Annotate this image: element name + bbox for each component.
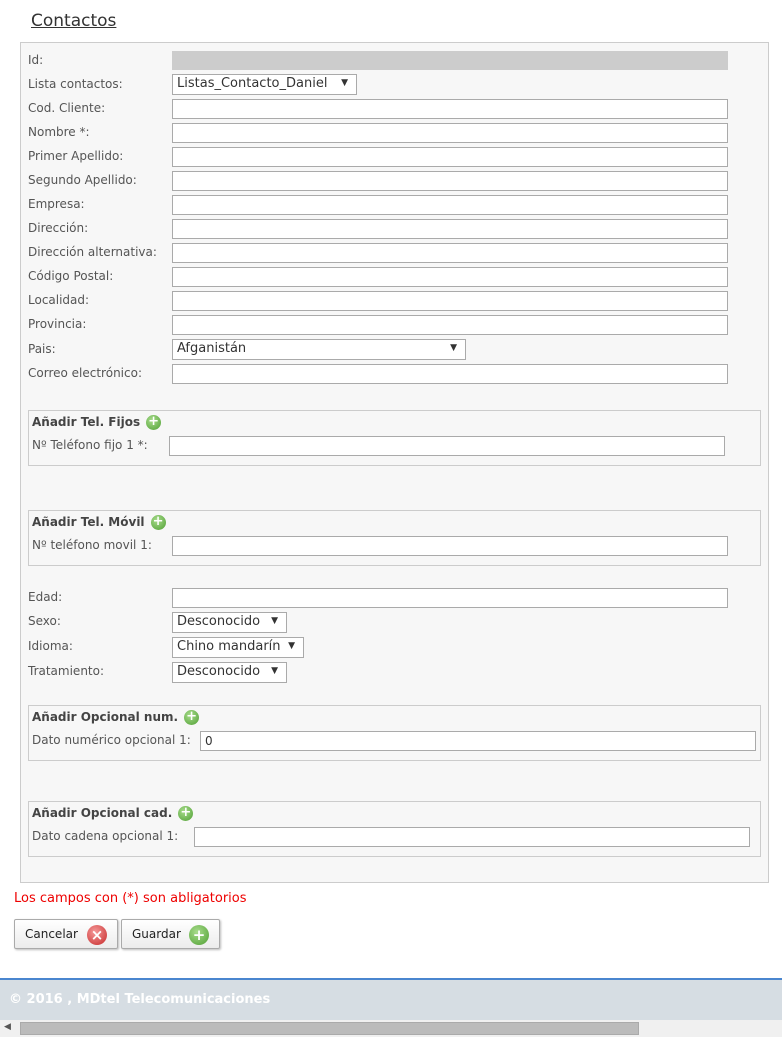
provincia-label: Provincia: <box>28 317 87 331</box>
nombre-input[interactable] <box>172 123 728 143</box>
opcional-num-input[interactable] <box>200 731 756 751</box>
opcional-num-label: Dato numérico opcional 1: <box>32 733 191 747</box>
id-label: Id: <box>28 53 44 67</box>
opcional-cad-title: Añadir Opcional cad. <box>32 806 173 820</box>
sexo-value: Desconocido <box>177 614 261 629</box>
apellido2-label: Segundo Apellido: <box>28 173 137 187</box>
sexo-select[interactable] <box>172 612 287 633</box>
save-label: Guardar <box>132 927 181 941</box>
pais-select[interactable] <box>172 339 466 360</box>
idioma-select[interactable] <box>172 637 304 658</box>
opcional-cad-label: Dato cadena opcional 1: <box>32 829 179 843</box>
add-tel-fijo-icon[interactable]: + <box>146 415 161 430</box>
idioma-label: Idioma: <box>28 639 73 653</box>
primer-apellido-input[interactable] <box>172 147 728 167</box>
tel-movil-title: Añadir Tel. Móvil <box>32 515 145 529</box>
lista-value: Listas_Contacto_Daniel <box>177 76 328 91</box>
cod-label: Cod. Cliente: <box>28 101 106 115</box>
tel-movil-header <box>32 515 166 530</box>
page-title: Contactos <box>31 11 117 31</box>
tel-movil-label: Nº teléfono movil 1: <box>32 538 152 552</box>
required-note: Los campos con (*) son abligatorios <box>14 891 247 906</box>
tel-movil-input[interactable] <box>172 536 728 556</box>
add-opcional-num-icon[interactable]: + <box>184 710 199 725</box>
cod-cliente-input[interactable] <box>172 99 728 119</box>
direccion-alternativa-input[interactable] <box>172 243 728 263</box>
id-field <box>172 51 728 70</box>
cancel-label: Cancelar <box>25 927 78 941</box>
tratamiento-label: Tratamiento: <box>28 664 105 678</box>
opcional-cad-input[interactable] <box>194 827 750 847</box>
provincia-input[interactable] <box>172 315 728 335</box>
edad-label: Edad: <box>28 590 63 604</box>
empresa-label: Empresa: <box>28 197 85 211</box>
localidad-input[interactable] <box>172 291 728 311</box>
idioma-value: Chino mandarín <box>177 639 281 654</box>
direccion-label: Dirección: <box>28 221 89 235</box>
tel-fijo-input[interactable] <box>169 436 725 456</box>
tel-fijos-title: Añadir Tel. Fijos <box>32 415 141 429</box>
nombre-label: Nombre *: <box>28 125 90 139</box>
pais-value: Afganistán <box>177 341 247 356</box>
save-button[interactable] <box>121 919 220 949</box>
add-tel-movil-icon[interactable]: + <box>151 515 166 530</box>
add-opcional-cad-icon[interactable]: + <box>178 806 193 821</box>
direccion-input[interactable] <box>172 219 728 239</box>
direccion-alt-label: Dirección alternativa: <box>28 245 157 259</box>
segundo-apellido-input[interactable] <box>172 171 728 191</box>
opcional-num-title: Añadir Opcional num. <box>32 710 179 724</box>
tel-fijo-label: Nº Teléfono fijo 1 *: <box>32 438 148 452</box>
tratamiento-value: Desconocido <box>177 664 261 679</box>
tratamiento-select[interactable] <box>172 662 287 683</box>
opcional-cad-header <box>32 806 193 821</box>
scrollbar-thumb[interactable] <box>20 1022 639 1035</box>
dropdown-arrow-icon: ▼ <box>450 343 457 353</box>
codigo-postal-input[interactable] <box>172 267 728 287</box>
dropdown-arrow-icon: ▼ <box>288 641 295 651</box>
lista-label: Lista contactos: <box>28 77 123 91</box>
opcional-num-header <box>32 710 199 725</box>
edad-input[interactable] <box>172 588 728 608</box>
x-circle-icon: × <box>87 925 107 945</box>
dropdown-arrow-icon: ▼ <box>271 666 278 676</box>
plus-circle-icon: + <box>189 925 209 945</box>
dropdown-arrow-icon: ▼ <box>271 616 278 626</box>
cp-label: Código Postal: <box>28 269 114 283</box>
footer: © 2016 , MDtel Telecomunicaciones <box>0 978 782 1020</box>
empresa-input[interactable] <box>172 195 728 215</box>
correo-label: Correo electrónico: <box>28 366 142 380</box>
dropdown-arrow-icon: ▼ <box>341 78 348 88</box>
sexo-label: Sexo: <box>28 614 61 628</box>
apellido1-label: Primer Apellido: <box>28 149 124 163</box>
localidad-label: Localidad: <box>28 293 90 307</box>
pais-label: Pais: <box>28 342 56 356</box>
correo-input[interactable] <box>172 364 728 384</box>
lista-select[interactable] <box>172 74 357 95</box>
scroll-left-arrow-icon[interactable]: ◀ <box>4 1022 11 1032</box>
tel-fijos-header <box>32 415 161 430</box>
cancel-button[interactable] <box>14 919 118 949</box>
